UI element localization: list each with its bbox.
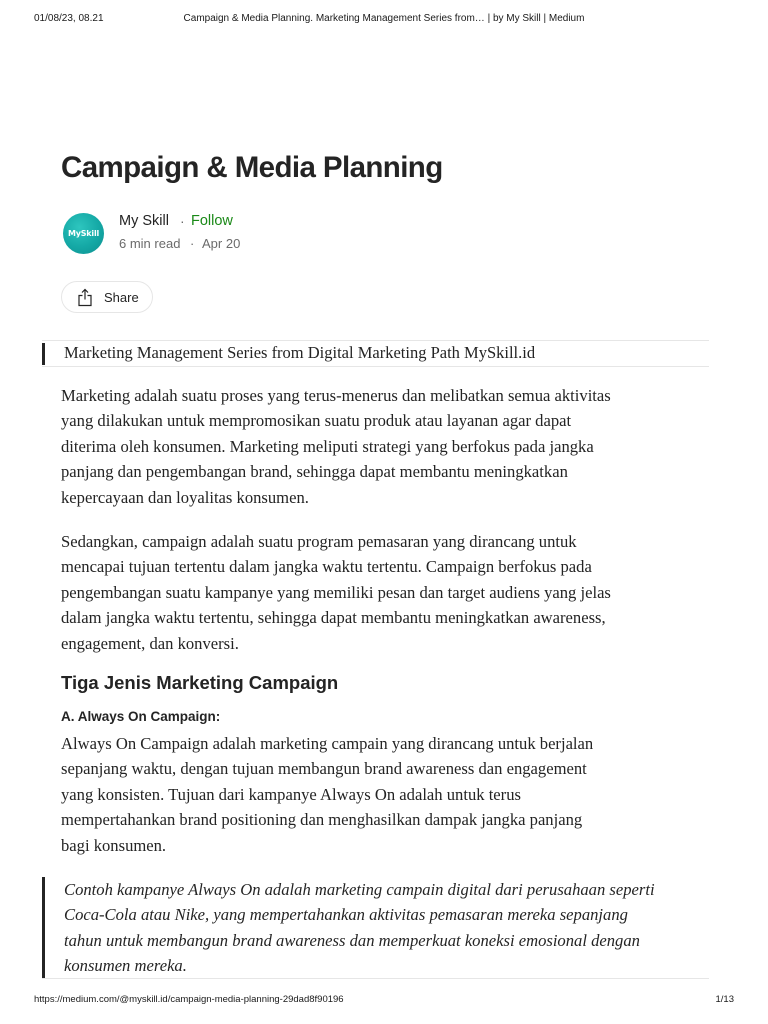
paragraph-line: Marketing adalah suatu proses yang terus-menerus dan melibatkan semua aktivitas (61, 386, 611, 405)
page-url[interactable]: https://medium.com/@myskill.id/campaign-media-planning-29dad8f90196 (34, 994, 344, 1005)
page-number: 1/13 (715, 994, 734, 1005)
quote-bar (42, 877, 45, 978)
quote-bar (42, 343, 45, 365)
paragraph-line: pengembangan suatu kampanye yang memiliki pesan dan target audiens yang jelas (61, 582, 611, 602)
paragraph-line: bagi konsumen. (61, 835, 167, 855)
subtitle-quote-text: Marketing Management Series from Digital Marketing Path MySkill.id (64, 343, 536, 362)
share-label: Share (104, 290, 139, 305)
paragraph-line: mempertahankan brand positioning dan menghasilkan dampak jangka panjang (61, 810, 583, 830)
author-separator: · (180, 213, 185, 229)
quote-line: Coca-Cola atau Nike, yang mempertahankan aktivitas pemasaran mereka sepanjang (64, 905, 628, 925)
author-block (63, 211, 463, 255)
example-blockquote (42, 877, 709, 979)
paragraph-marketing (61, 383, 721, 510)
paragraph-line: kepercayaan dan loyalitas konsumen. (61, 487, 309, 507)
subtitle-blockquote (42, 340, 709, 367)
read-time: 6 min read (119, 236, 181, 251)
paragraph-campaign (61, 529, 721, 656)
share-button[interactable] (61, 281, 153, 313)
sub-heading: A. Always On Campaign: (61, 709, 221, 724)
quote-line: Contoh kampanye Always On adalah marketing campain digital dari perusahaan seperti (64, 880, 655, 899)
follow-button[interactable]: Follow (191, 213, 233, 229)
author-name[interactable]: My Skill (119, 213, 169, 229)
print-datetime: 01/08/23, 08.21 (34, 13, 104, 24)
author-avatar[interactable] (63, 213, 104, 254)
paragraph-line: sepanjang waktu, dengan tujuan membangun brand awareness dan engagement (61, 759, 587, 779)
article-title: Campaign & Media Planning (61, 151, 443, 184)
print-footer (0, 994, 768, 1008)
example-quote-text (64, 877, 655, 979)
paragraph-line: Always On Campaign adalah marketing campain yang dirancang untuk berjalan (61, 734, 594, 753)
print-header (0, 13, 768, 29)
publish-date: Apr 20 (202, 236, 241, 251)
paragraph-line: diterima oleh konsumen. Marketing meliputi strategi yang berfokus pada jangka (61, 436, 594, 456)
quote-line: tahun untuk membangun brand awareness dan memperkuat koneksi emosional dengan (64, 930, 640, 950)
avatar-logo-text: MySkill (67, 229, 100, 238)
print-page-title: Campaign & Media Planning. Marketing Management Series from… | by My Skill | Medium (183, 13, 585, 24)
paragraph-line: yang dilakukan untuk mempromosikan suatu produk atau layanan agar dapat (61, 411, 572, 431)
paragraph-line: Sedangkan, campaign adalah suatu program pemasaran yang dirancang untuk (61, 532, 577, 551)
paragraph-line: engagement, dan konversi. (61, 633, 239, 653)
paragraph-line: dalam jangka waktu tertentu, sehingga dapat membantu meningkatkan awareness, (61, 608, 606, 628)
section-heading: Tiga Jenis Marketing Campaign (61, 672, 339, 693)
date-separator: · (190, 236, 195, 251)
paragraph-line: panjang dan pengembangan brand, sehingga dapat membantu meningkatkan (61, 462, 568, 482)
paragraph-line: mencapai tujuan tertentu dalam jangka waktu tertentu. Campaign berfokus pada (61, 557, 592, 577)
share-icon (76, 288, 94, 307)
paragraph-always-on (61, 731, 721, 858)
paragraph-line: yang konsisten. Tujuan dari kampanye Always On adalah untuk terus (61, 784, 521, 804)
quote-line: konsumen mereka. (64, 956, 187, 976)
